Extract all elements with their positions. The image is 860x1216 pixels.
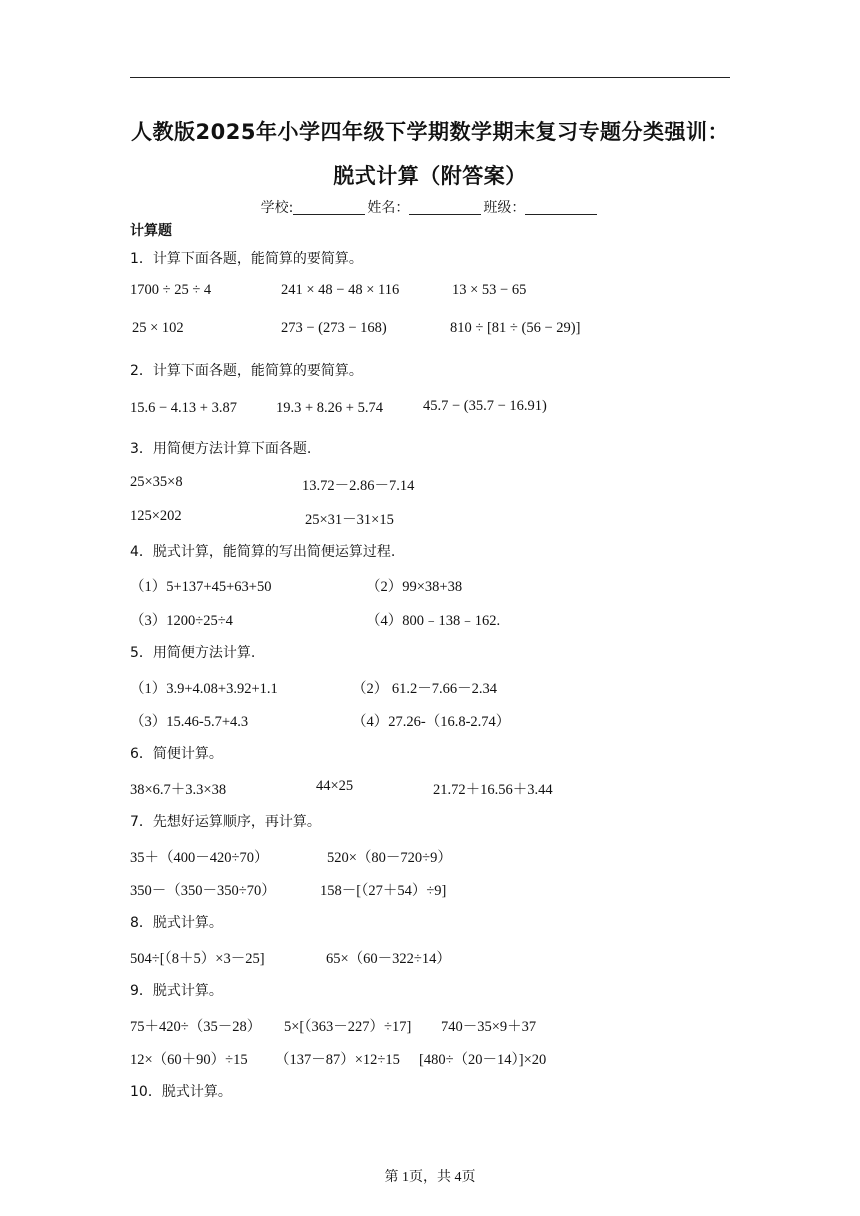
question-1-prompt: 1．计算下面各题，能简算的要简算。 [130, 251, 363, 267]
q1-expr-6: 810 ÷ [81 ÷ (56 − 29)] [450, 320, 581, 336]
student-info-line [0, 197, 860, 217]
question-9-prompt: 9．脱式计算。 [130, 983, 223, 999]
name-blank [409, 200, 481, 215]
q5-expr-4: （4）27.26-（16.8-2.74） [352, 714, 511, 730]
q4-expr-4: （4）800﹣138﹣162. [366, 613, 501, 629]
question-5-prompt: 5．用简便方法计算. [130, 645, 256, 661]
q7-expr-1: 35＋（400－420÷70） [130, 850, 269, 866]
q7-expr-4: 158－[（27＋54）÷9] [320, 883, 447, 899]
q6-expr-1: 38×6.7＋3.3×38 [130, 782, 227, 798]
question-4-prompt: 4．脱式计算，能简算的写出简便运算过程. [130, 544, 396, 560]
question-8-prompt: 8．脱式计算。 [130, 915, 223, 931]
q5-expr-3: （3）15.46-5.7+4.3 [130, 714, 249, 730]
q2-expr-1: 15.6 − 4.13 + 3.87 [130, 400, 237, 416]
q3-expr-4: 25×31－31×15 [305, 512, 394, 528]
q1-expr-4: 25 × 102 [132, 320, 184, 336]
q7-expr-2: 520×（80－720÷9） [327, 850, 452, 866]
q3-expr-2: 13.72－2.86－7.14 [302, 478, 415, 494]
page-footer: 第 1页，共 4页 [384, 1170, 476, 1185]
header-rule [130, 77, 730, 78]
q1-expr-5: 273 − (273 − 168) [281, 320, 387, 336]
name-label: 姓名： [367, 200, 410, 216]
q2-expr-2: 19.3 + 8.26 + 5.74 [276, 400, 383, 416]
question-3-prompt: 3．用简便方法计算下面各题. [130, 441, 312, 457]
q4-expr-3: （3）1200÷25÷4 [130, 613, 233, 629]
q8-expr-1: 504÷[（8＋5）×3－25] [130, 951, 265, 967]
q9-expr-3: 740－35×9＋37 [441, 1019, 537, 1035]
question-2-prompt: 2．计算下面各题，能简算的要简算。 [130, 363, 363, 379]
question-6-prompt: 6．简便计算。 [130, 746, 223, 762]
q6-expr-3: 21.72＋16.56＋3.44 [433, 782, 553, 798]
class-label: 班级： [483, 200, 526, 216]
q4-expr-2: （2）99×38+38 [366, 579, 463, 595]
q5-expr-1: （1）3.9+4.08+3.92+1.1 [130, 681, 278, 697]
q1-expr-1: 1700 ÷ 25 ÷ 4 [130, 282, 212, 298]
class-blank [525, 200, 597, 215]
q9-expr-1: 75＋420÷（35－28） [130, 1019, 262, 1035]
document-title-line2: 脱式计算（附答案） [333, 164, 527, 188]
question-10-prompt: 10．脱式计算。 [130, 1084, 232, 1100]
question-7-prompt: 7．先想好运算顺序，再计算。 [130, 814, 321, 830]
q9-expr-6: [480÷（20－14）]×20 [419, 1052, 547, 1068]
q3-expr-3: 125×202 [130, 508, 182, 524]
school-blank [293, 200, 365, 215]
q9-expr-4: 12×（60＋90）÷15 [130, 1052, 248, 1068]
school-label: 学校: [260, 200, 294, 216]
q9-expr-5: （137－87）×12÷15 [275, 1052, 400, 1068]
section-heading: 计算题 [130, 223, 172, 239]
q8-expr-2: 65×（60－322÷14） [326, 951, 451, 967]
q4-expr-1: （1）5+137+45+63+50 [130, 579, 272, 595]
q7-expr-3: 350－（350－350÷70） [130, 883, 276, 899]
q1-expr-3: 13 × 53 − 65 [452, 282, 527, 298]
document-title-line1: 人教版2025年小学四年级下学期数学期末复习专题分类强训： [131, 120, 729, 144]
q5-expr-2: （2） 61.2－7.66－2.34 [352, 681, 497, 697]
q2-expr-3: 45.7 − (35.7 − 16.91) [423, 398, 547, 414]
q1-expr-2: 241 × 48 − 48 × 116 [281, 282, 400, 298]
q6-expr-2: 44×25 [316, 778, 354, 794]
q9-expr-2: 5×[（363－227）÷17] [284, 1019, 412, 1035]
q3-expr-1: 25×35×8 [130, 474, 183, 490]
